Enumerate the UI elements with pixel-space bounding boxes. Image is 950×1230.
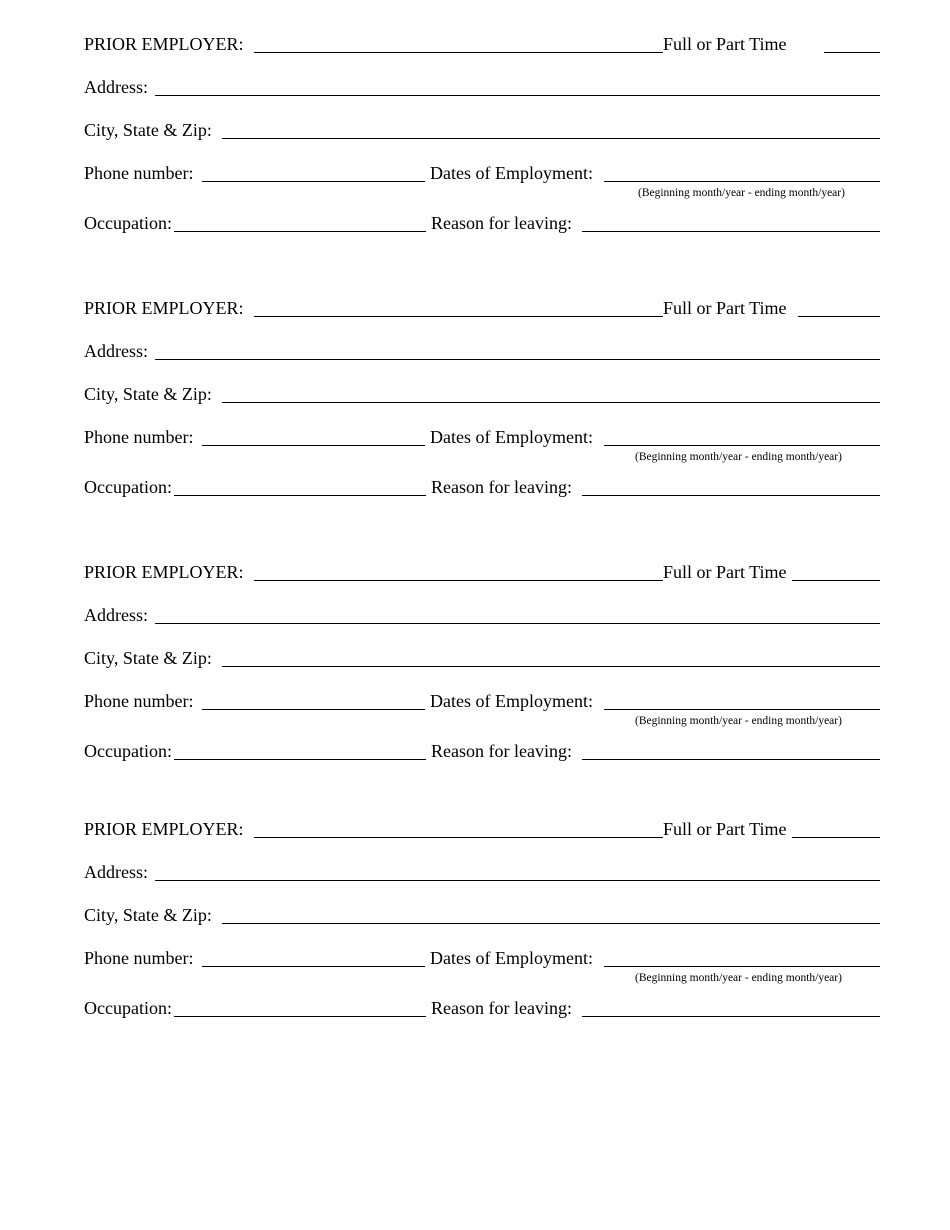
address-label: Address: bbox=[84, 862, 148, 882]
full-part-time-label: Full or Part Time bbox=[663, 298, 787, 318]
city-state-zip-label: City, State & Zip: bbox=[84, 384, 212, 404]
city-state-zip-field[interactable] bbox=[222, 666, 880, 667]
employer-field[interactable] bbox=[254, 316, 663, 317]
address-field[interactable] bbox=[155, 95, 880, 96]
employer-label: PRIOR EMPLOYER: bbox=[84, 819, 244, 839]
dates-of-employment-label: Dates of Employment: bbox=[430, 163, 593, 183]
dates-of-employment-field[interactable] bbox=[604, 709, 880, 710]
address-field[interactable] bbox=[155, 880, 880, 881]
occupation-reason-row bbox=[84, 997, 880, 1021]
reason-for-leaving-label: Reason for leaving: bbox=[431, 213, 572, 233]
address-row bbox=[84, 76, 880, 100]
occupation-field[interactable] bbox=[174, 759, 426, 760]
city-state-zip-label: City, State & Zip: bbox=[84, 120, 212, 140]
reason-for-leaving-label: Reason for leaving: bbox=[431, 741, 572, 761]
reason-for-leaving-field[interactable] bbox=[582, 231, 880, 232]
occupation-reason-row bbox=[84, 740, 880, 764]
phone-number-field[interactable] bbox=[202, 966, 425, 967]
full-part-time-field[interactable] bbox=[824, 52, 880, 53]
phone-dates-row bbox=[84, 947, 880, 984]
employer-label: PRIOR EMPLOYER: bbox=[84, 562, 244, 582]
occupation-label: Occupation: bbox=[84, 213, 172, 233]
city-state-zip-row bbox=[84, 904, 880, 928]
phone-dates-row bbox=[84, 426, 880, 463]
employer-row bbox=[84, 297, 880, 321]
dates-of-employment-field[interactable] bbox=[604, 181, 880, 182]
full-part-time-field[interactable] bbox=[792, 837, 880, 838]
phone-number-label: Phone number: bbox=[84, 427, 194, 447]
phone-number-label: Phone number: bbox=[84, 691, 194, 711]
occupation-field[interactable] bbox=[174, 231, 426, 232]
address-label: Address: bbox=[84, 341, 148, 361]
occupation-field[interactable] bbox=[174, 495, 426, 496]
dates-of-employment-label: Dates of Employment: bbox=[430, 948, 593, 968]
city-state-zip-field[interactable] bbox=[222, 138, 880, 139]
city-state-zip-label: City, State & Zip: bbox=[84, 905, 212, 925]
address-row bbox=[84, 604, 880, 628]
city-state-zip-field[interactable] bbox=[222, 402, 880, 403]
reason-for-leaving-field[interactable] bbox=[582, 495, 880, 496]
employer-field[interactable] bbox=[254, 837, 663, 838]
address-field[interactable] bbox=[155, 623, 880, 624]
city-state-zip-field[interactable] bbox=[222, 923, 880, 924]
employer-row bbox=[84, 818, 880, 842]
employer-row bbox=[84, 33, 880, 57]
phone-dates-row bbox=[84, 162, 880, 199]
city-state-zip-row bbox=[84, 383, 880, 407]
dates-of-employment-field[interactable] bbox=[604, 966, 880, 967]
phone-number-field[interactable] bbox=[202, 181, 425, 182]
phone-number-label: Phone number: bbox=[84, 163, 194, 183]
phone-number-label: Phone number: bbox=[84, 948, 194, 968]
dates-format-hint: (Beginning month/year - ending month/year) bbox=[638, 187, 845, 199]
phone-number-field[interactable] bbox=[202, 709, 425, 710]
prior-employer-block-1 bbox=[84, 33, 880, 233]
dates-format-hint: (Beginning month/year - ending month/year) bbox=[635, 715, 842, 727]
address-field[interactable] bbox=[155, 359, 880, 360]
dates-of-employment-field[interactable] bbox=[604, 445, 880, 446]
phone-number-field[interactable] bbox=[202, 445, 425, 446]
prior-employer-block-4 bbox=[84, 818, 880, 1018]
city-state-zip-row bbox=[84, 647, 880, 671]
employer-label: PRIOR EMPLOYER: bbox=[84, 298, 244, 318]
dates-format-hint: (Beginning month/year - ending month/year) bbox=[635, 972, 842, 984]
prior-employer-block-3 bbox=[84, 561, 880, 761]
occupation-label: Occupation: bbox=[84, 477, 172, 497]
full-part-time-label: Full or Part Time bbox=[663, 562, 787, 582]
prior-employer-block-2 bbox=[84, 297, 880, 497]
dates-of-employment-label: Dates of Employment: bbox=[430, 691, 593, 711]
reason-for-leaving-field[interactable] bbox=[582, 759, 880, 760]
occupation-reason-row bbox=[84, 212, 880, 236]
employer-field[interactable] bbox=[254, 52, 663, 53]
full-part-time-label: Full or Part Time bbox=[663, 34, 787, 54]
dates-of-employment-label: Dates of Employment: bbox=[430, 427, 593, 447]
address-row bbox=[84, 340, 880, 364]
address-label: Address: bbox=[84, 77, 148, 97]
phone-dates-row bbox=[84, 690, 880, 727]
address-label: Address: bbox=[84, 605, 148, 625]
city-state-zip-label: City, State & Zip: bbox=[84, 648, 212, 668]
full-part-time-field[interactable] bbox=[798, 316, 880, 317]
full-part-time-label: Full or Part Time bbox=[663, 819, 787, 839]
reason-for-leaving-field[interactable] bbox=[582, 1016, 880, 1017]
full-part-time-field[interactable] bbox=[792, 580, 880, 581]
occupation-label: Occupation: bbox=[84, 998, 172, 1018]
city-state-zip-row bbox=[84, 119, 880, 143]
employer-row bbox=[84, 561, 880, 585]
employer-field[interactable] bbox=[254, 580, 663, 581]
occupation-label: Occupation: bbox=[84, 741, 172, 761]
address-row bbox=[84, 861, 880, 885]
reason-for-leaving-label: Reason for leaving: bbox=[431, 477, 572, 497]
occupation-field[interactable] bbox=[174, 1016, 426, 1017]
occupation-reason-row bbox=[84, 476, 880, 500]
dates-format-hint: (Beginning month/year - ending month/year) bbox=[635, 451, 842, 463]
reason-for-leaving-label: Reason for leaving: bbox=[431, 998, 572, 1018]
employer-label: PRIOR EMPLOYER: bbox=[84, 34, 244, 54]
